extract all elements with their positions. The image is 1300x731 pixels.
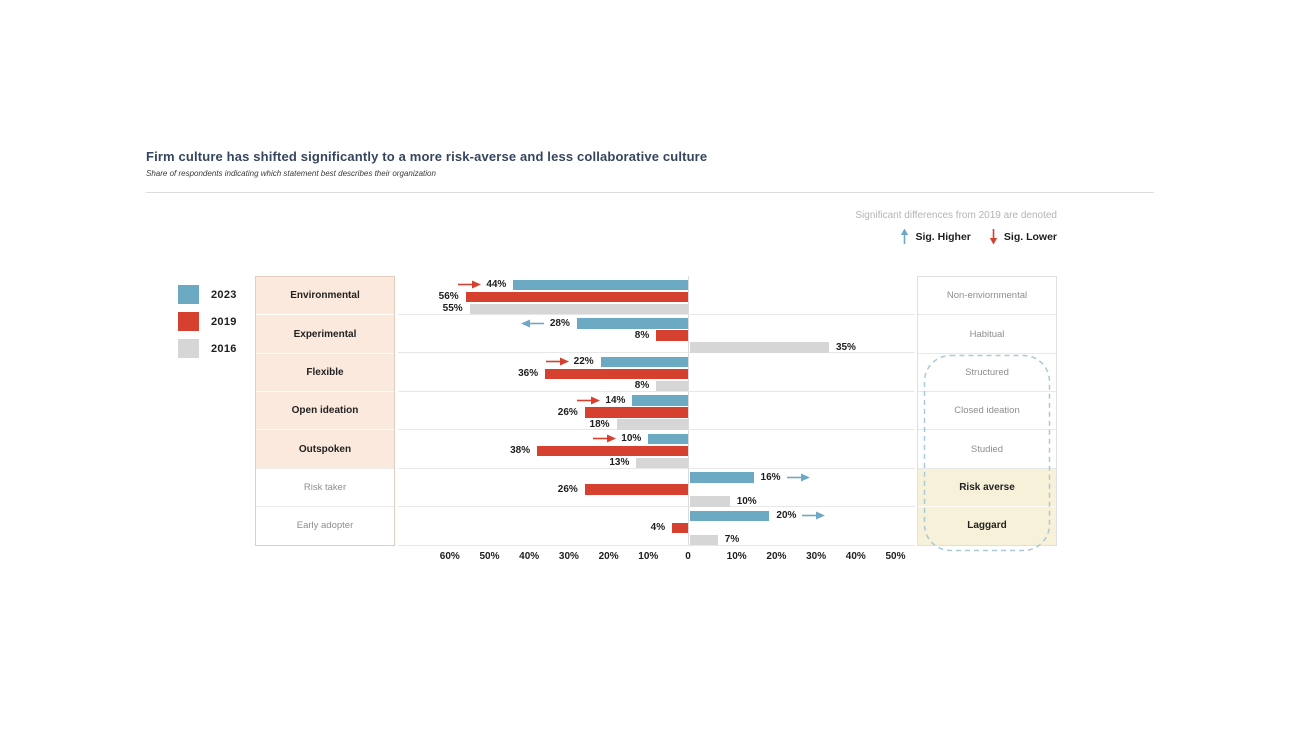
left-category-outspoken: Outspoken <box>256 430 394 468</box>
axis-tick-right-20: 20% <box>766 551 787 562</box>
bar-2019-risk-taker <box>585 484 688 495</box>
left-category-environmental: Environmental <box>256 277 394 315</box>
value-label: 14% <box>605 394 626 406</box>
left-category-flexible: Flexible <box>256 354 394 392</box>
value-group-2019-experimental <box>635 329 649 341</box>
right-category-risk-averse: Risk averse <box>918 469 1056 507</box>
bar-2019-early-adopter <box>672 523 688 534</box>
legend-swatch-2016 <box>178 339 199 358</box>
left-category-open-ideation: Open ideation <box>256 392 394 430</box>
value-label: 10% <box>621 433 642 444</box>
right-category-non-enviornmental: Non-enviornmental <box>918 277 1056 315</box>
value-label: 4% <box>650 522 666 533</box>
sig-lower-item <box>989 228 1057 245</box>
right-category-structured: Structured <box>918 354 1056 392</box>
sig-lower-arrow-icon <box>576 396 600 405</box>
plot-area <box>398 276 915 546</box>
value-label: 26% <box>557 406 578 418</box>
value-label: 28% <box>549 317 570 329</box>
left-category-experimental: Experimental <box>256 315 394 353</box>
bar-2019-open-ideation <box>585 407 688 418</box>
left-category-column <box>255 276 395 546</box>
value-label: 56% <box>438 291 459 302</box>
page-subtitle: Share of respondents indicating which statement best describes their organization <box>146 169 436 178</box>
axis-tick-left-50: 50% <box>479 551 500 562</box>
value-label: 7% <box>724 534 740 545</box>
value-group-2016-early-adopter <box>725 534 739 546</box>
value-label: 16% <box>760 471 781 483</box>
value-label: 35% <box>835 341 856 353</box>
significance-legend <box>900 228 1057 245</box>
legend-label-2023: 2023 <box>211 288 237 301</box>
value-label: 20% <box>776 510 797 521</box>
sig-lower-label: Sig. Lower <box>1003 230 1057 243</box>
value-group-2019-early-adopter <box>651 522 665 534</box>
value-label: 8% <box>634 329 650 341</box>
value-label: 44% <box>486 279 507 290</box>
value-label: 22% <box>573 356 594 367</box>
value-group-2019-open-ideation <box>558 406 578 418</box>
header-divider <box>146 192 1154 193</box>
value-group-2016-flexible <box>635 380 649 392</box>
legend-label-2016: 2016 <box>211 342 237 355</box>
value-group-2019-outspoken <box>510 445 530 457</box>
bar-2023-experimental <box>577 318 688 329</box>
sig-higher-arrow-icon <box>786 473 810 482</box>
sig-lower-arrow-icon <box>457 280 481 289</box>
value-group-2019-environmental <box>439 291 459 303</box>
value-label: 18% <box>589 418 610 430</box>
bar-2023-flexible <box>601 357 688 368</box>
bar-2016-early-adopter <box>690 535 718 546</box>
significance-note: Significant differences from 2019 are denoted <box>855 210 1057 221</box>
year-legend-item-2016 <box>178 339 237 358</box>
axis-tick-zero: 0 <box>685 551 691 562</box>
value-group-2016-experimental <box>836 341 856 353</box>
up-arrow-icon <box>900 228 909 245</box>
value-group-2023-flexible <box>545 356 594 368</box>
year-legend <box>178 285 237 358</box>
sig-higher-arrow-icon <box>521 319 545 328</box>
axis-tick-left-60: 60% <box>439 551 460 562</box>
bar-2016-outspoken <box>636 458 688 469</box>
sig-higher-item <box>900 228 970 245</box>
bar-2016-flexible <box>656 381 688 392</box>
value-label: 38% <box>510 445 531 456</box>
axis-tick-right-50: 50% <box>885 551 906 562</box>
bar-2016-risk-taker <box>690 496 730 507</box>
value-group-2016-outspoken <box>609 457 629 469</box>
bar-2023-outspoken <box>648 434 688 445</box>
value-group-2019-flexible <box>518 368 538 380</box>
sig-lower-arrow-icon <box>592 434 616 443</box>
down-arrow-icon <box>989 228 998 245</box>
axis-tick-left-40: 40% <box>519 551 540 562</box>
axis-tick-right-40: 40% <box>845 551 866 562</box>
value-group-2016-open-ideation <box>590 418 610 430</box>
value-group-2019-risk-taker <box>558 483 578 495</box>
sig-higher-arrow-icon <box>801 511 825 520</box>
bar-2019-outspoken <box>537 446 688 457</box>
sig-higher-label: Sig. Higher <box>915 230 971 243</box>
bar-2023-environmental <box>513 280 688 291</box>
bar-2016-environmental <box>470 304 688 315</box>
x-axis <box>398 551 915 565</box>
axis-tick-left-30: 30% <box>558 551 579 562</box>
value-group-2023-early-adopter <box>776 510 825 522</box>
right-category-studied: Studied <box>918 430 1056 468</box>
axis-tick-left-20: 20% <box>598 551 619 562</box>
bar-2023-open-ideation <box>632 395 688 406</box>
legend-swatch-2019 <box>178 312 199 331</box>
right-category-habitual: Habitual <box>918 315 1056 353</box>
value-group-2023-open-ideation <box>576 394 625 406</box>
value-label: 26% <box>557 483 578 495</box>
left-category-early-adopter: Early adopter <box>256 507 394 544</box>
value-group-2023-experimental <box>521 317 570 329</box>
sig-lower-arrow-icon <box>545 357 569 366</box>
right-category-laggard: Laggard <box>918 507 1056 544</box>
value-label: 10% <box>736 495 757 507</box>
bar-2016-open-ideation <box>617 419 688 430</box>
year-legend-item-2019 <box>178 312 237 331</box>
legend-swatch-2023 <box>178 285 199 304</box>
value-label: 55% <box>442 303 463 314</box>
value-label: 13% <box>609 457 630 468</box>
left-category-risk-taker: Risk taker <box>256 469 394 507</box>
axis-tick-right-30: 30% <box>806 551 827 562</box>
axis-tick-left-10: 10% <box>638 551 659 562</box>
bar-2023-risk-taker <box>690 472 754 483</box>
value-group-2023-environmental <box>457 279 506 291</box>
value-group-2016-environmental <box>443 303 463 315</box>
legend-label-2019: 2019 <box>211 315 237 328</box>
page-title: Firm culture has shifted significantly to a more risk-averse and less collaborative culture <box>146 149 708 164</box>
right-category-closed-ideation: Closed ideation <box>918 392 1056 430</box>
value-label: 36% <box>518 368 539 379</box>
value-group-2023-outspoken <box>592 433 641 445</box>
value-label: 8% <box>634 380 650 391</box>
axis-tick-right-10: 10% <box>726 551 747 562</box>
bar-2019-flexible <box>545 369 688 380</box>
bar-2016-experimental <box>690 342 829 353</box>
bar-2019-experimental <box>656 330 688 341</box>
value-group-2023-risk-taker <box>761 471 810 483</box>
value-group-2016-risk-taker <box>737 495 757 507</box>
year-legend-item-2023 <box>178 285 237 304</box>
right-category-column <box>917 276 1057 546</box>
bar-2023-early-adopter <box>690 511 769 522</box>
bar-2019-environmental <box>466 292 688 303</box>
